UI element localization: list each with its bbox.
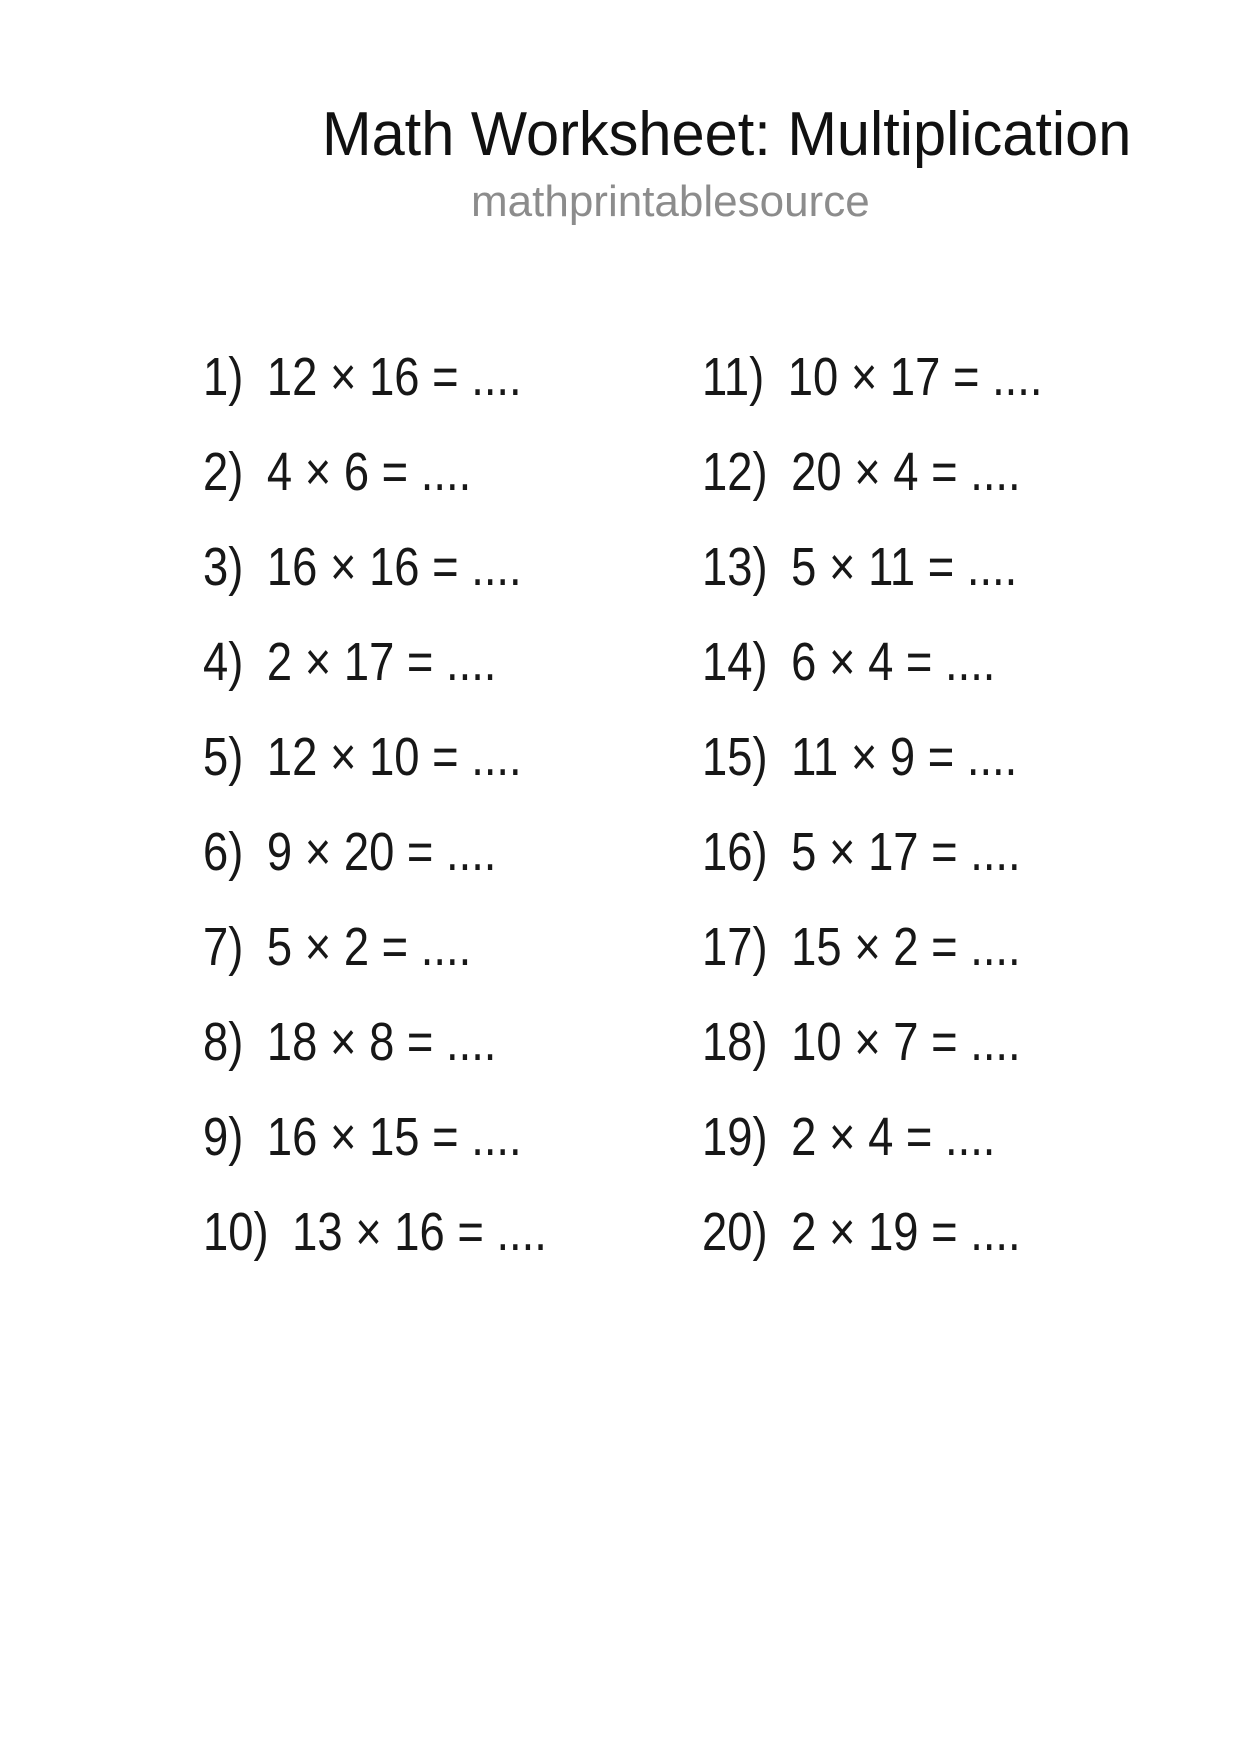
problem-expression: 2 × 4 = .... [791,1107,996,1167]
problem-number: 12) [702,442,768,502]
problem-expression: 12 × 16 = .... [266,347,522,407]
problem-expression: 15 × 2 = .... [791,917,1021,977]
problem-expression: 11 × 9 = .... [791,727,1018,787]
problem-item-8 [203,1012,497,1072]
problem-number: 5) [203,727,244,787]
problem-expression: 10 × 7 = .... [791,1012,1021,1072]
problem-item-3 [203,537,522,597]
problem-item-13 [702,537,1018,597]
problem-item-20 [702,1202,1021,1262]
problem-expression: 6 × 4 = .... [791,632,996,692]
problem-item-6 [203,822,497,882]
problem-expression: 16 × 16 = .... [266,537,522,597]
problem-item-18 [702,1012,1021,1072]
problem-expression: 5 × 2 = .... [266,917,472,977]
problem-number: 13) [702,537,768,597]
problem-expression: 2 × 19 = .... [791,1202,1021,1262]
problem-expression: 2 × 17 = .... [266,632,497,692]
problem-expression: 4 × 6 = .... [266,442,472,502]
problem-number: 7) [203,917,244,977]
page-subtitle: mathprintablesource [471,177,870,226]
problem-number: 2) [203,442,244,502]
problem-number: 1) [203,347,244,407]
problem-expression: 18 × 8 = .... [266,1012,497,1072]
problem-number: 15) [702,727,768,787]
problem-item-10 [203,1202,547,1262]
problem-expression: 9 × 20 = .... [266,822,497,882]
problem-number: 3) [203,537,244,597]
problem-item-11 [702,347,1043,407]
problem-expression: 20 × 4 = .... [791,442,1021,502]
problem-item-12 [702,442,1021,502]
problem-number: 20) [702,1202,768,1262]
problem-number: 14) [702,632,768,692]
problem-item-19 [702,1107,996,1167]
problem-number: 4) [203,632,244,692]
problem-item-15 [702,727,1018,787]
problem-expression: 16 × 15 = .... [266,1107,522,1167]
problem-expression: 10 × 17 = .... [787,347,1043,407]
problem-item-4 [203,632,497,692]
problem-item-5 [203,727,522,787]
problem-item-16 [702,822,1021,882]
problem-number: 18) [702,1012,768,1072]
problem-expression: 5 × 17 = .... [791,822,1021,882]
problem-item-9 [203,1107,522,1167]
page-title: Math Worksheet: Multiplication [322,100,1132,169]
problem-number: 17) [702,917,768,977]
problem-number: 6) [203,822,244,882]
problem-item-14 [702,632,996,692]
problem-item-2 [203,442,472,502]
problem-item-1 [203,347,522,407]
problem-expression: 12 × 10 = .... [266,727,522,787]
problem-number: 9) [203,1107,244,1167]
problem-expression: 13 × 16 = .... [292,1202,547,1262]
problem-number: 11) [702,347,765,407]
problem-item-17 [702,917,1021,977]
problem-expression: 5 × 11 = .... [791,537,1018,597]
problem-number: 8) [203,1012,244,1072]
problem-number: 16) [702,822,768,882]
problem-number: 10) [203,1202,269,1262]
problem-number: 19) [702,1107,768,1167]
problem-item-7 [203,917,472,977]
